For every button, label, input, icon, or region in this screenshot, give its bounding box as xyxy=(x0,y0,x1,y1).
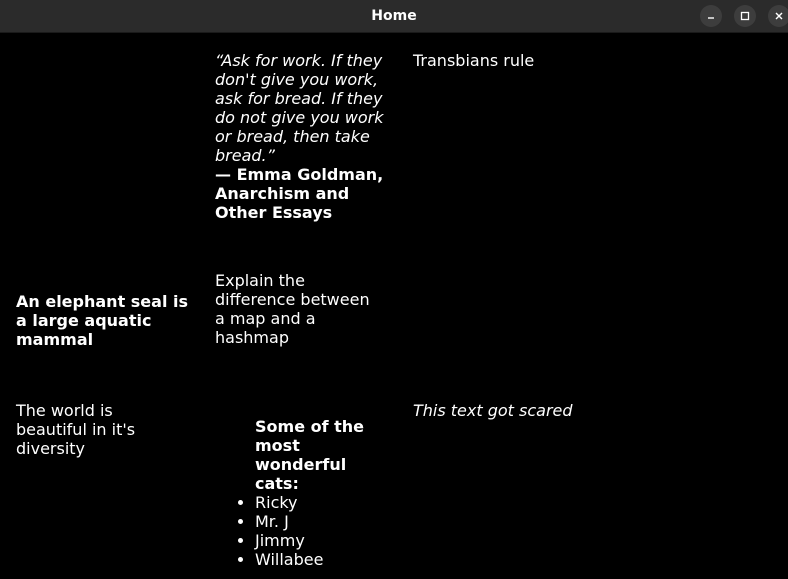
map-question-text: Explain the difference between a map and a hashmap xyxy=(215,271,370,347)
transbians-text: Transbians rule xyxy=(413,51,535,70)
cats-list xyxy=(215,493,395,569)
close-icon xyxy=(774,11,784,21)
list-item: • Jimmy xyxy=(255,531,395,550)
list-item: • Mr. J xyxy=(255,512,395,531)
quote-text: “Ask for work. If they don't give you work, ask for bread. If they do not give you work or bread, then take bread.” xyxy=(215,51,384,165)
world-text: The world is beautiful in it's diversity xyxy=(16,401,136,458)
cats-block xyxy=(215,417,395,569)
maximize-button[interactable] xyxy=(734,5,756,27)
list-item: • Willabee xyxy=(255,550,395,569)
cats-heading: Some of the most wonderful cats: xyxy=(255,417,365,493)
quote-block xyxy=(215,51,387,222)
title-bar xyxy=(0,0,788,33)
list-item: • Ricky xyxy=(255,493,395,512)
close-button[interactable] xyxy=(768,5,788,27)
quote-attribution: — Emma Goldman, Anarchism and Other Essays xyxy=(215,165,384,222)
minimize-button[interactable] xyxy=(700,5,722,27)
window-title: Home xyxy=(371,8,417,24)
elephant-seal-text: An elephant seal is a large aquatic mammal xyxy=(16,292,189,349)
maximize-icon xyxy=(740,11,750,21)
minimize-icon xyxy=(706,11,716,21)
scared-text: This text got scared xyxy=(413,401,573,420)
